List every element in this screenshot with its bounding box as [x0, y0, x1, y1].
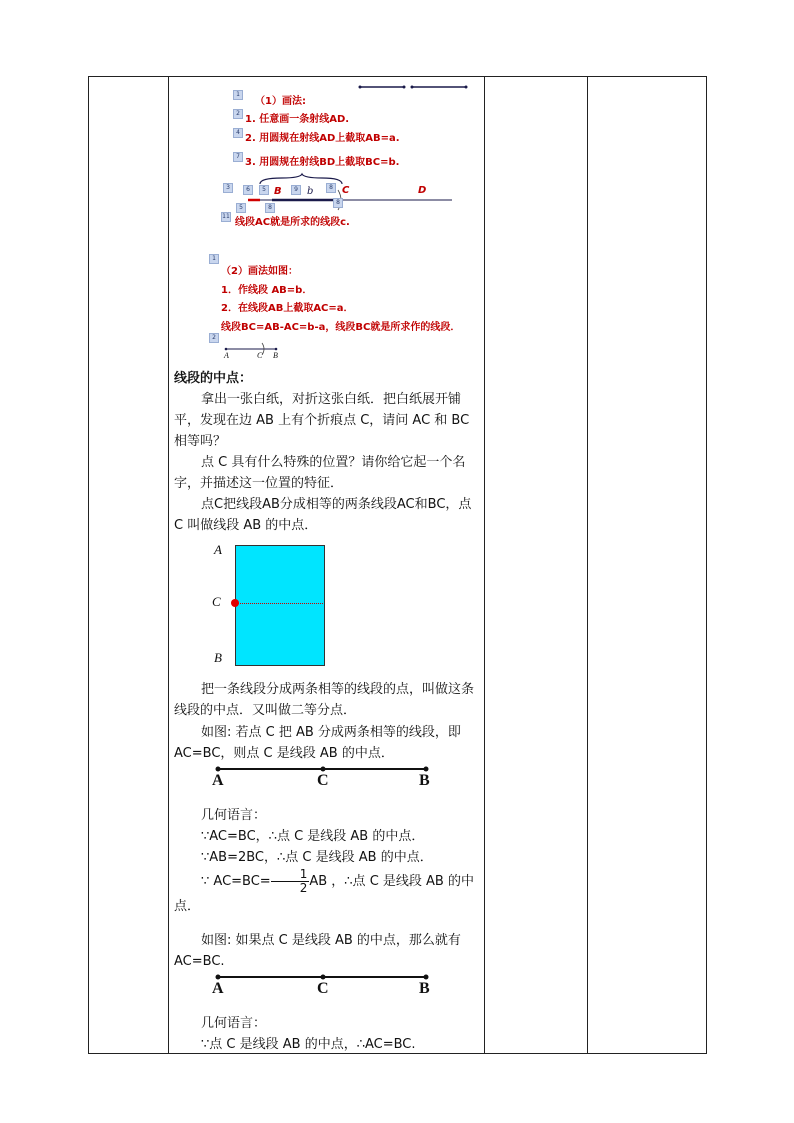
- rect-label-c: C: [212, 594, 221, 609]
- anim-tag: 3: [223, 183, 233, 193]
- midpoint-dot: [231, 599, 239, 607]
- method2-conclusion: 线段BC=AB-AC=b-a，线段BC就是所求作的线段．: [221, 322, 461, 333]
- point-c: [321, 975, 326, 980]
- method1-step2: 2. 用圆规在射线AD上截取AB=a.: [245, 133, 400, 144]
- geometry-statement-2: ∵AB=2BC，∴点 C 是线段 AB 的中点．: [201, 850, 433, 865]
- line2-label-c: C: [317, 980, 329, 997]
- anim-tag: 5: [259, 185, 269, 195]
- anim-tag: 5: [236, 203, 246, 213]
- geometry-statement-3: [174, 868, 478, 919]
- anim-tag: 11: [222, 213, 230, 220]
- anim-tag: 2: [209, 333, 219, 343]
- fold-line: [236, 603, 323, 604]
- line2-label-a: A: [212, 980, 224, 997]
- segment-a-start: [359, 86, 362, 89]
- geometry-statement-1: ∵AC=BC，∴点 C 是线段 AB 的中点．: [201, 829, 425, 844]
- point-b: [424, 975, 429, 980]
- line1-label-b: B: [419, 772, 430, 789]
- given-segments: [356, 82, 472, 92]
- geometry-language-title: 几何语言：: [201, 808, 267, 823]
- method2-step2: 2．在线段AB上截取AC=a．: [221, 303, 354, 314]
- midpoint-paragraph-2: 点 C 具有什么特殊的位置？请你给它起一个名字，并描述这一位置的特征．: [174, 455, 466, 491]
- anim-tag: 7: [233, 152, 243, 162]
- midpoint-example-2: 如图: 如果点 C 是线段 AB 的中点，那么就有 AC=BC.: [174, 933, 461, 969]
- table-column-divider-3: [587, 77, 588, 1053]
- label-c-point: C: [342, 185, 350, 196]
- anim-tag: 1: [209, 254, 219, 264]
- point-b: [424, 767, 429, 772]
- midpoint-paragraph-3: 点C把线段AB分成相等的两条线段AC和BC，点 C 叫做线段 AB 的中点．: [174, 497, 472, 533]
- point-c: [321, 767, 326, 772]
- midpoint-example-1: 如图: 若点 C 把 AB 分成两条相等的线段，即 AC=BC，则点 C 是线段 AB 的中点．: [174, 725, 461, 761]
- segment-b-start: [411, 86, 414, 89]
- label-a-2: A: [224, 351, 229, 360]
- folded-paper: [235, 545, 325, 666]
- method1-title: （1）画法:: [255, 96, 306, 107]
- fraction-denominator: 2: [299, 881, 308, 895]
- geometry-language-title-2: 几何语言：: [201, 1016, 267, 1031]
- anim-tag: 6: [243, 185, 253, 195]
- label-b-point: B: [274, 186, 282, 197]
- method1-step3: 3. 用圆规在射线BD上截取BC=b.: [245, 157, 400, 168]
- midpoint-paragraph-1: 拿出一张白纸，对折这张白纸．把白纸展开铺平，发现在边 AB 上有个折痕点 C，请问 AC 和 BC 相等吗？: [174, 392, 470, 449]
- geo3-prefix: ∵ AC=BC=: [201, 874, 271, 889]
- label-b-2: B: [273, 351, 278, 360]
- fraction-half: [271, 868, 310, 895]
- rect-label-b: B: [214, 650, 222, 665]
- method1-step1: 1. 任意画一条射线AD.: [245, 114, 350, 125]
- point-a: [216, 975, 221, 980]
- anim-tag: 8: [265, 203, 275, 213]
- segment-b-end: [465, 86, 468, 89]
- method2-step1: 1．作线段 AB=b．: [221, 285, 313, 296]
- midpoint-definition: 把一条线段分成两条相等的线段的点，叫做这条线段的中点．又叫做二等分点．: [174, 682, 475, 718]
- geometry-statement-4: ∵点 C 是线段 AB 的中点，∴AC=BC.: [201, 1037, 416, 1052]
- line2-label-b: B: [419, 980, 430, 997]
- table-column-divider-1: [168, 77, 169, 1053]
- midpoint-heading: 线段的中点：: [174, 371, 253, 386]
- point-a-2: [225, 348, 228, 351]
- line1-label-a: A: [212, 772, 224, 789]
- point-b-2: [275, 348, 278, 351]
- label-d-point: D: [418, 185, 427, 196]
- rect-label-a: A: [214, 542, 222, 557]
- anim-tag: 8: [333, 198, 343, 208]
- line1-label-c: C: [317, 772, 329, 789]
- method2-title: （2）画法如图：: [221, 266, 298, 277]
- point-a: [216, 767, 221, 772]
- geo3-suffix: AB ，∴点 C 是线段 AB 的中点．: [174, 874, 474, 914]
- anim-tag: 8: [326, 183, 336, 193]
- label-c-2: C: [257, 351, 263, 360]
- method1-conclusion: 线段AC就是所求的线段c.: [235, 217, 350, 228]
- anim-tag: 1: [233, 90, 243, 100]
- segment-a-end: [403, 86, 406, 89]
- table-column-divider-2: [484, 77, 485, 1053]
- anim-tag: 2: [233, 109, 243, 119]
- anim-tag: 9: [291, 185, 301, 195]
- fraction-numerator: 1: [271, 868, 310, 882]
- label-b-length: b: [307, 186, 314, 197]
- anim-tag: 4: [233, 128, 243, 138]
